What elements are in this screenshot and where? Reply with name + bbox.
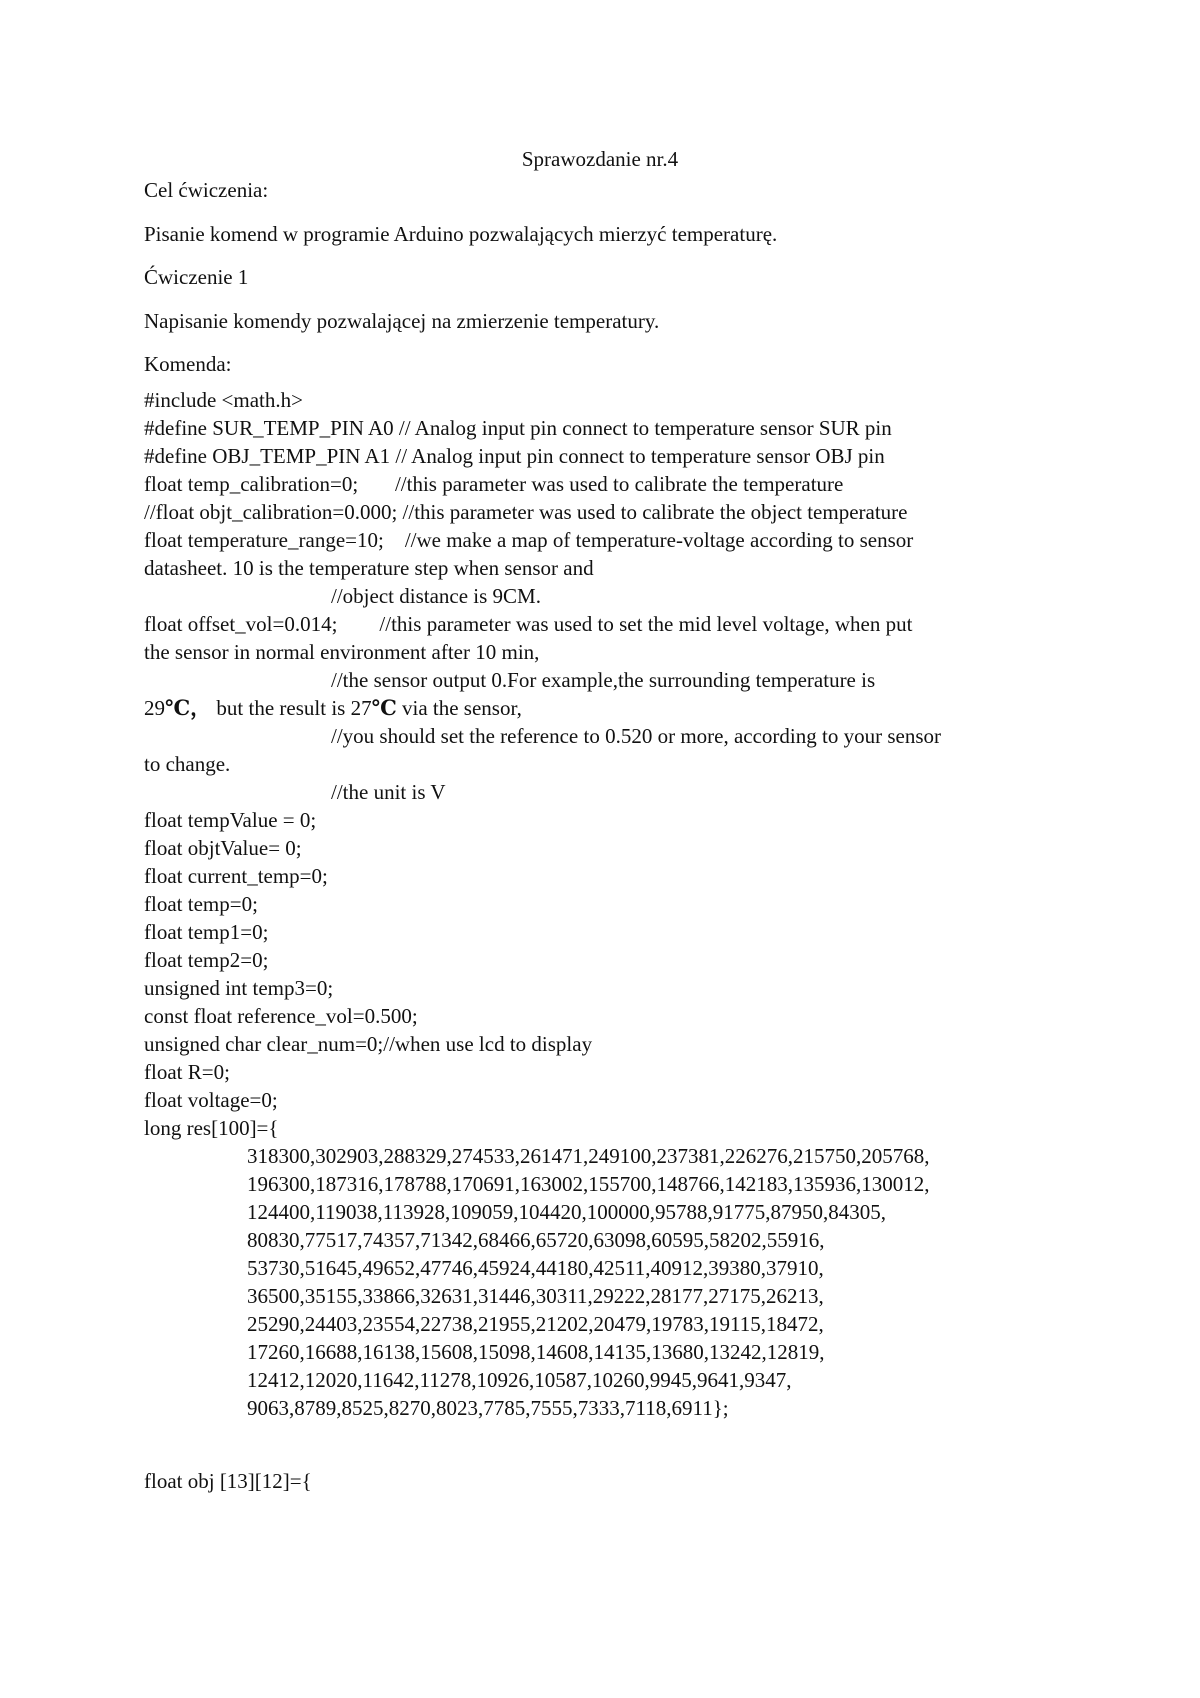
- code-line: unsigned char clear_num=0;//when use lcd to display: [144, 1032, 593, 1056]
- code-line: float temp1=0;: [144, 920, 269, 944]
- code-line: #include <math.h>: [144, 388, 303, 412]
- code-line: //the sensor output 0.For example,the surrounding temperature is: [331, 668, 876, 692]
- array-values-line: 124400,119038,113928,109059,104420,100000,95788,91775,87950,84305,: [247, 1200, 886, 1224]
- array-values-line: 80830,77517,74357,71342,68466,65720,63098,60595,58202,55916,: [247, 1228, 825, 1252]
- array-values-line: 318300,302903,288329,274533,261471,249100,237381,226276,215750,205768,: [247, 1144, 930, 1168]
- array-values-line: 36500,35155,33866,32631,31446,30311,29222,28177,27175,26213,: [247, 1284, 824, 1308]
- exercise-heading: Ćwiczenie 1: [144, 265, 249, 289]
- array-values-line: 17260,16688,16138,15608,15098,14608,14135,13680,13242,12819,: [247, 1340, 825, 1364]
- code-line: #define OBJ_TEMP_PIN A1 // Analog input pin connect to temperature sensor OBJ pin: [144, 444, 885, 468]
- code-line: //float objt_calibration=0.000; //this parameter was used to calibrate the object temperature: [144, 500, 908, 524]
- code-line: float objtValue= 0;: [144, 836, 302, 860]
- code-line: long res[100]={: [144, 1116, 279, 1140]
- code-line: #define SUR_TEMP_PIN A0 // Analog input pin connect to temperature sensor SUR pin: [144, 416, 892, 440]
- array-values-line: 12412,12020,11642,11278,10926,10587,10260,9945,9641,9347,: [247, 1368, 792, 1392]
- goal-text: Pisanie komend w programie Arduino pozwalających mierzyć temperaturę.: [144, 222, 778, 246]
- code-line: //object distance is 9CM.: [331, 584, 541, 608]
- code-line: float temp_calibration=0; //this parameter was used to calibrate the temperature: [144, 472, 844, 496]
- array-values-line: 9063,8789,8525,8270,8023,7785,7555,7333,7118,6911};: [247, 1396, 729, 1420]
- degree-symbol: ℃: [371, 696, 397, 720]
- code-line-temperature: [144, 694, 1044, 722]
- degree-symbol: ℃，: [165, 696, 212, 720]
- code-line: float offset_vol=0.014; //this parameter was used to set the mid level voltage, when put: [144, 612, 913, 636]
- goal-heading: Cel ćwiczenia:: [144, 178, 269, 202]
- temp-value-29: 29: [144, 696, 165, 720]
- code-line: float temp=0;: [144, 892, 258, 916]
- code-block: [144, 386, 1044, 1422]
- code-line: float R=0;: [144, 1060, 230, 1084]
- code-line: float temperature_range=10; //we make a map of temperature-voltage according to sensor: [144, 528, 914, 552]
- page-title: Sprawozdanie nr.4: [521, 147, 679, 171]
- array-values-line: 196300,187316,178788,170691,163002,155700,148766,142183,135936,130012,: [247, 1172, 930, 1196]
- code-line: datasheet. 10 is the temperature step when sensor and: [144, 556, 594, 580]
- code-line: float temp2=0;: [144, 948, 269, 972]
- array-values-line: 53730,51645,49652,47746,45924,44180,42511,40912,39380,37910,: [247, 1256, 824, 1280]
- temp-line-end: via the sensor,: [396, 696, 522, 720]
- temp-line-mid: but the result is 27: [211, 696, 372, 720]
- code-line: //you should set the reference to 0.520 or more, according to your sensor: [331, 724, 941, 748]
- code-line: const float reference_vol=0.500;: [144, 1004, 418, 1028]
- code-line: the sensor in normal environment after 10 min,: [144, 640, 540, 664]
- code-line: unsigned int temp3=0;: [144, 976, 334, 1000]
- code-line: //the unit is V: [331, 780, 446, 804]
- code-line: float tempValue = 0;: [144, 808, 317, 832]
- code-line: to change.: [144, 752, 231, 776]
- command-label: Komenda:: [144, 352, 232, 376]
- float-obj-line: float obj [13][12]={: [144, 1469, 312, 1493]
- code-line: float voltage=0;: [144, 1088, 278, 1112]
- exercise-text: Napisanie komendy pozwalającej na zmierzenie temperatury.: [144, 309, 660, 333]
- array-values-line: 25290,24403,23554,22738,21955,21202,20479,19783,19115,18472,: [247, 1312, 824, 1336]
- code-line: float current_temp=0;: [144, 864, 328, 888]
